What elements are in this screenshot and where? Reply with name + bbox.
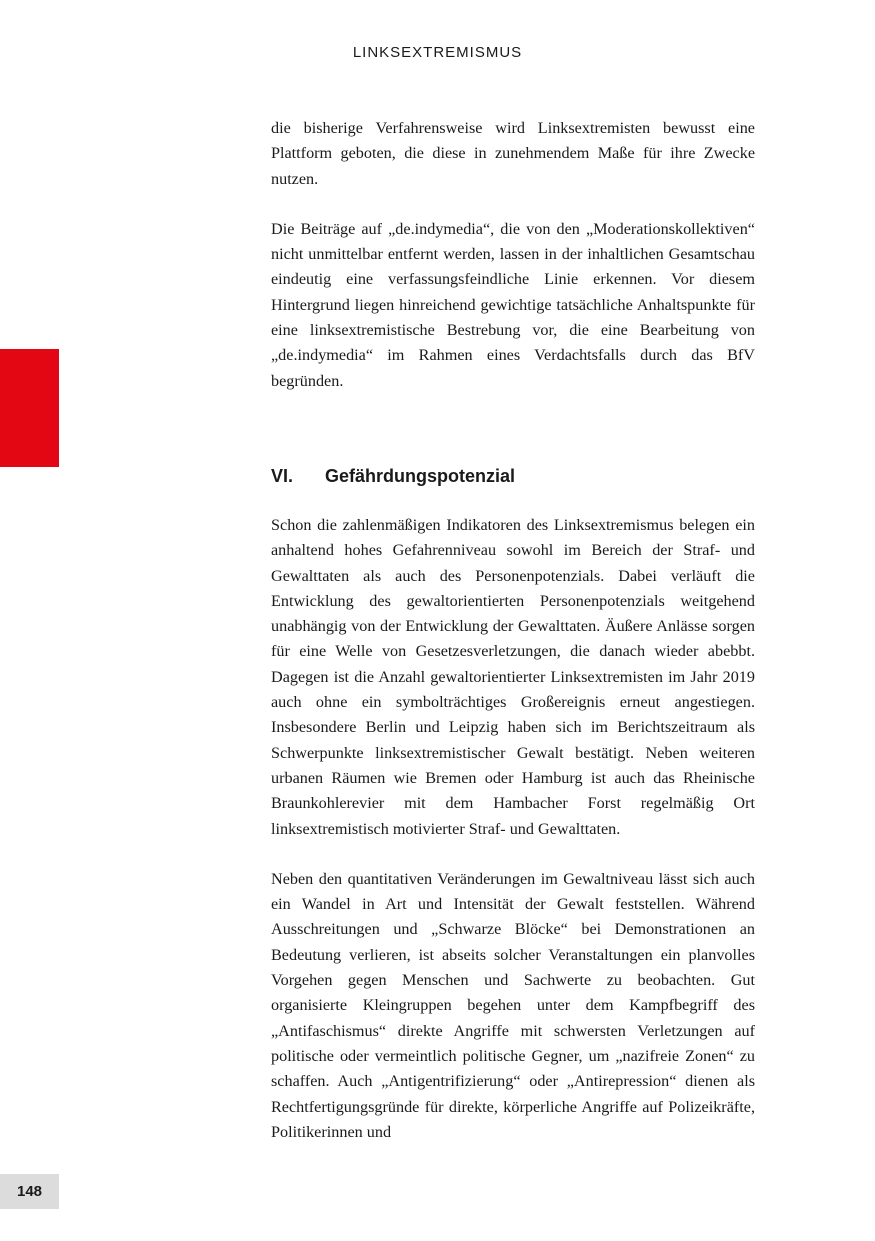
main-text-column — [271, 116, 755, 1145]
chapter-marker-tab — [0, 349, 59, 467]
page-number: 148 — [0, 1174, 59, 1209]
body-paragraph: die bisherige Verfahrensweise wird Linksextremisten bewusst eine Plattform geboten, die diese in zunehmendem Maße für ihre Zwecke nutzen. — [271, 119, 755, 188]
section-heading — [271, 463, 755, 489]
body-paragraph: Neben den quantitativen Veränderungen im Gewaltniveau lässt sich auch ein Wandel in Art und Intensität der Gewalt feststellen. Während Ausschreitungen und „Schwarze Blöcke“ bei Demonstrationen an Bedeutung verlieren, ist abseits solcher Veranstaltungen ein planvolles Vorgehen gegen Menschen und Sachwerte zu beobachten. Gut organisierte Kleingruppen begehen unter dem Kampfbegriff des „Antifaschismus“ direkte Angriffe mit schwersten Verletzungen auf politische oder vermeintlich politische Gegner, um „nazifreie Zonen“ zu schaffen. Auch „Antigentrifizierung“ oder „Antirepression“ dienen als Rechtfertigungsgründe für direkte, körperliche Angriffe auf Polizeikräfte, Politikerinnen und — [271, 869, 755, 1141]
body-paragraph: Die Beiträge auf „de.indymedia“, die von den „Moderationskollektiven“ nicht unmittelbar entfernt werden, lassen in der inhaltlichen Gesamtschau eindeutig eine verfassungsfeindliche Linie erkennen. Vor diesem Hintergrund liegen hinreichend gewichtige tatsächliche Anhaltspunkte für eine linksextremistische Bestrebung vor, die eine Bearbeitung von „de.indymedia“ im Rahmen eines Verdachtsfalls durch das BfV begründen. — [271, 219, 755, 390]
body-paragraph: Schon die zahlenmäßigen Indikatoren des Linksextremismus belegen ein anhaltend hohes Gefahrenniveau sowohl im Bereich der Straf- und Gewalttaten als auch des Personenpotenzials. Dabei verläuft die Entwicklung des gewaltorientierten Personenpotenzials weitgehend unabhängig von der Entwicklung der Gewalttaten. Äußere Anlässe sorgen für eine Welle von Gesetzesverletzungen, die danach wieder abebbt. Dagegen ist die Anzahl gewaltorientierter Linksextremisten im Jahr 2019 auch ohne ein symbolträchtiges Großereignis erneut angestiegen. Insbesondere Berlin und Leipzig haben sich im Berichtszeitraum als Schwerpunkte linksextremistischer Gewalt bestätigt. Neben weiteren urbanen Räumen wie Bremen oder Hamburg ist auch das Rheinische Braunkohlerevier mit dem Hambacher Forst regelmäßig Ort linksextremistisch motivierter Straf- und Gewalttaten. — [271, 515, 755, 838]
running-header: LINKSEXTREMISMUS — [352, 44, 523, 61]
section-title: Gefährdungspotenzial — [325, 465, 516, 486]
section-number: VI. — [271, 465, 294, 486]
